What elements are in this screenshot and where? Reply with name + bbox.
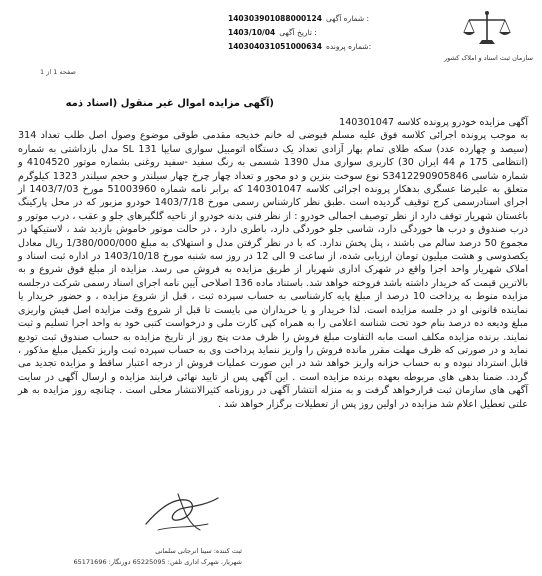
notice-number-value: 140303901088000124 <box>228 14 322 23</box>
notice-date-label: تاریخ آگهی : <box>279 28 317 37</box>
org-logo <box>444 8 533 62</box>
notice-title: (آگهی مزایده اموال غیر منقول (اسناد ذمه <box>65 98 274 109</box>
case-number-value: 140304031051000634 <box>228 42 322 51</box>
notice-body <box>18 116 528 411</box>
body-paragraph-heading: آگهی مزایده خودرو پرونده کلاسه 140301047 <box>339 117 528 128</box>
page-number: صفحه 1 از 1 <box>40 68 76 76</box>
handwritten-signature <box>138 480 230 540</box>
meta-row-notice-date <box>228 26 428 40</box>
case-number-label: شماره پرونده: <box>325 42 372 51</box>
notice-metadata <box>228 12 428 54</box>
footer-contact: شهریار، شهرک اداری تلفن: 65225095 دورنگار: 65171696 <box>73 558 242 566</box>
body-paragraph-main: به موجب پرونده اجرائی کلاسه فوق علیه مسلم فیوضی له خانم خدیجه مقدمی طوقی موضوع وصول اصل طلب تعداد 314 (سیصد و چهارده عدد) سکه طلای تمام بهار آزادی تعداد یک دستگاه اتومبیل سواری سایپا 131 SL مدل بازداشتی به شماره (انتظامی 175 م 44 ایران 30) کاربری سواری مدل 1390 شسمی به رنگ سفید -سفید روغنی بشماره موتور 4104520 و شماره شاسی S3412290905846 نوع سوخت بنزین و دو محور و تعداد چهار چرخ چهار سیلندر و حجم سیلندر 1323 کیلوگرم متعلق به علیرضا عسگری بدهکار پرونده اجرائی کلاسه 140301047 که برابر نامه شماره 51003960 مورخ 1403/7/03 از اجرای اسنادرسمی کرج توقیف گردیده است .طبق نظر کارشناس رسمی مورخ 1403/7/18 خودرو مزبور که در محل پارکینگ باغستان شهریار توقف دارد از نظر توصیف اجمالی خودرو : از نظر فنی بدنه خودرو از ناحیه گلگیرهای جلو و عقب ، درب موتور و درب صندوق و درب ها خوردگی دارد، شاسی جلو خوردگی دارد، باطری دارد ، در حالت موتور خاموش بازدید شد ، لاستیکها در مجموع 50 درصد سالم می باشند ، پنل پخش ندارد. که با در نظر گرفتن مدل و استهلاک به مبلغ 1/380/000/000 ریال معادل یکصدوسی و هشت میلیون تومان ارزیابی شده، از ساعت 9 الی 12 در روز سه شنبه مورخ 1403/10/18 در اداره ثبت اسناد و املاک شهریار واحد اجرا واقع در شهرک اداری شهریار از طریق مزایده به فروش می رسد. مزایده از مبلغ فوق شروع و به بالاترین قیمت که خریدار داشته باشد فروخته خواهد شد. باستناد ماده 136 اصلاحی آیین نامه اجرای اسناد رسمی شرکت درجلسه مزایده منوط به پرداخت 10 درصد از مبلغ پایه کارشناسی به حساب سپرده ثبت ، قبل از شروع مزایده ، و حضور خریدار یا نماینده قانونی او در جلسه مزایده است. لذا خریدار و یا خریداران می بایست تا قبل از شروع وقت مزایده اصل فیش واریزی مبلغ ودیعه ده درصد بنام خود تحت شناسه اعلامی را به همراه کپی کارت ملی و درخواست کتبی خود به واحد اجرا تسلیم و ثبت نمایند. برنده مزایده مکلف است مابه التفاوت مبلغ فروش را ظرف مدت پنج روز از تاریخ مزایده به حساب صندوق ثبت تودیع نماید و در صورتی که ظرف مهلت مقرر مانده فروش را واریز ننماید پرداخت وی به حساب سپرده ثبت واریز تکمیل مبلغ مذکور ، قابل استرداد نبوده و به حساب خزانه واریز خواهد شد در این صورت عملیات فروش از درجه اعتبار ساقط و مزایده تجدید می گردد. ضمنا بدهی های مربوطه بعهده برنده مزایده است . این آگهی پس از تایید نهائی فرایند مزایده و ارسال آگهی در سایت آگهی های سازمان ثبت قرارخواهد گرفت و به منزله انتشار آگهی در روزنامه کثیرالانتشار محلی است . چنانچه روز مزایده به هر علتی تعطیل اعلام شد مزایده در اولین روز پس از تعطیلات برگزار خواهد شد . <box>18 130 528 410</box>
footer-registrar: ثبت کننده: سینا انرجانی سلمانی <box>155 547 242 555</box>
notice-date-value: 1403/10/04 <box>228 28 276 37</box>
org-name: سازمان ثبت اسناد و املاک کشور <box>444 54 533 62</box>
meta-row-notice-number <box>228 12 428 26</box>
notice-footer <box>74 546 243 568</box>
notice-number-label: شماره آگهی : <box>325 14 370 23</box>
meta-row-case-number <box>228 40 428 54</box>
scales-of-justice-icon <box>459 8 515 52</box>
